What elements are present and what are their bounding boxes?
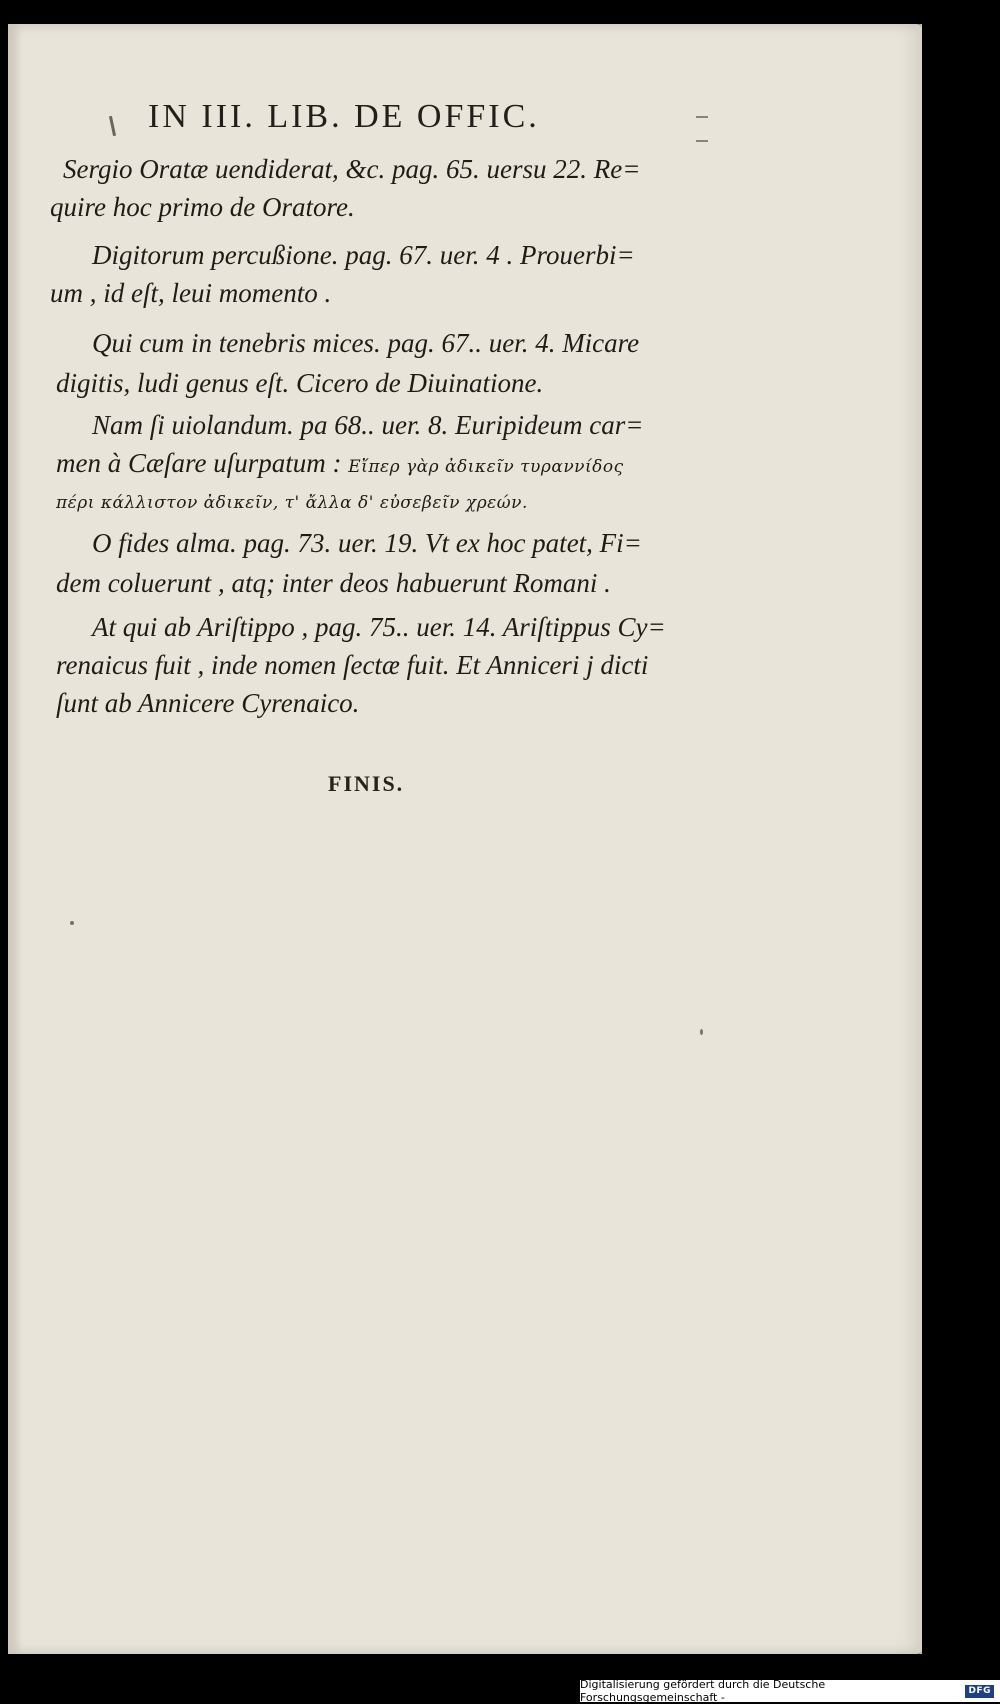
text-line: At qui ab Ariſtippo , pag. 75.. uer. 14. Ariſtippus Cy=: [92, 612, 666, 642]
text-line: Digitorum percußione. pag. 67. uer. 4 . Prouerbi=: [92, 240, 635, 270]
text-line: dem coluerunt , atq; inter deos habuerunt Romani .: [56, 568, 611, 598]
finis-mark: FINIS.: [328, 771, 405, 796]
text-line: men à Cæſare uſurpatum :: [56, 448, 342, 478]
running-head: IN III. LIB. DE OFFIC.: [148, 98, 540, 135]
greek-quotation: πέρι κάλλιστον ἀδικεῖν, τ' ἄλλα δ' εὐσεβεῖν χρεών.: [56, 493, 528, 513]
credit-text: Digitalisierung gefördert durch die Deutsche Forschungsgemeinschaft -: [580, 1678, 826, 1704]
text-line: Qui cum in tenebris mices. pag. 67.. uer. 4. Micare: [92, 328, 640, 358]
text-line: quire hoc primo de Oratore.: [50, 192, 355, 222]
text-line: Sergio Oratæ uendiderat, &c. pag. 65. uersu 22. Re=: [63, 154, 641, 184]
text-line: Nam ſi uiolandum. pa 68.. uer. 8. Euripideum car=: [92, 410, 644, 440]
text-line: um , id eſt, leui momento .: [50, 278, 332, 308]
text-line: ſunt ab Annicere Cyrenaico.: [56, 688, 360, 718]
paper-speck: [70, 921, 74, 925]
dfg-logo-icon: DFG: [965, 1685, 994, 1698]
greek-quotation: Εἴπερ γὰρ ἀδικεῖν τυραννίδος: [348, 457, 624, 477]
book-page: [8, 24, 922, 1654]
text-line: O fides alma. pag. 73. uer. 19. Vt ex hoc patet, Fi=: [92, 528, 642, 558]
text-line: renaicus fuit , inde nomen ſectæ fuit. Et Anniceri j dicti: [56, 650, 649, 680]
paper-speck: [700, 1029, 703, 1035]
text-line-with-greek: [56, 444, 716, 486]
text-line: digitis, ludi genus eſt. Cicero de Diuinatione.: [56, 368, 544, 398]
digitization-credit: [580, 1680, 1000, 1702]
page-edge-mark: [109, 116, 116, 136]
page-edge-mark-right: [696, 116, 708, 142]
